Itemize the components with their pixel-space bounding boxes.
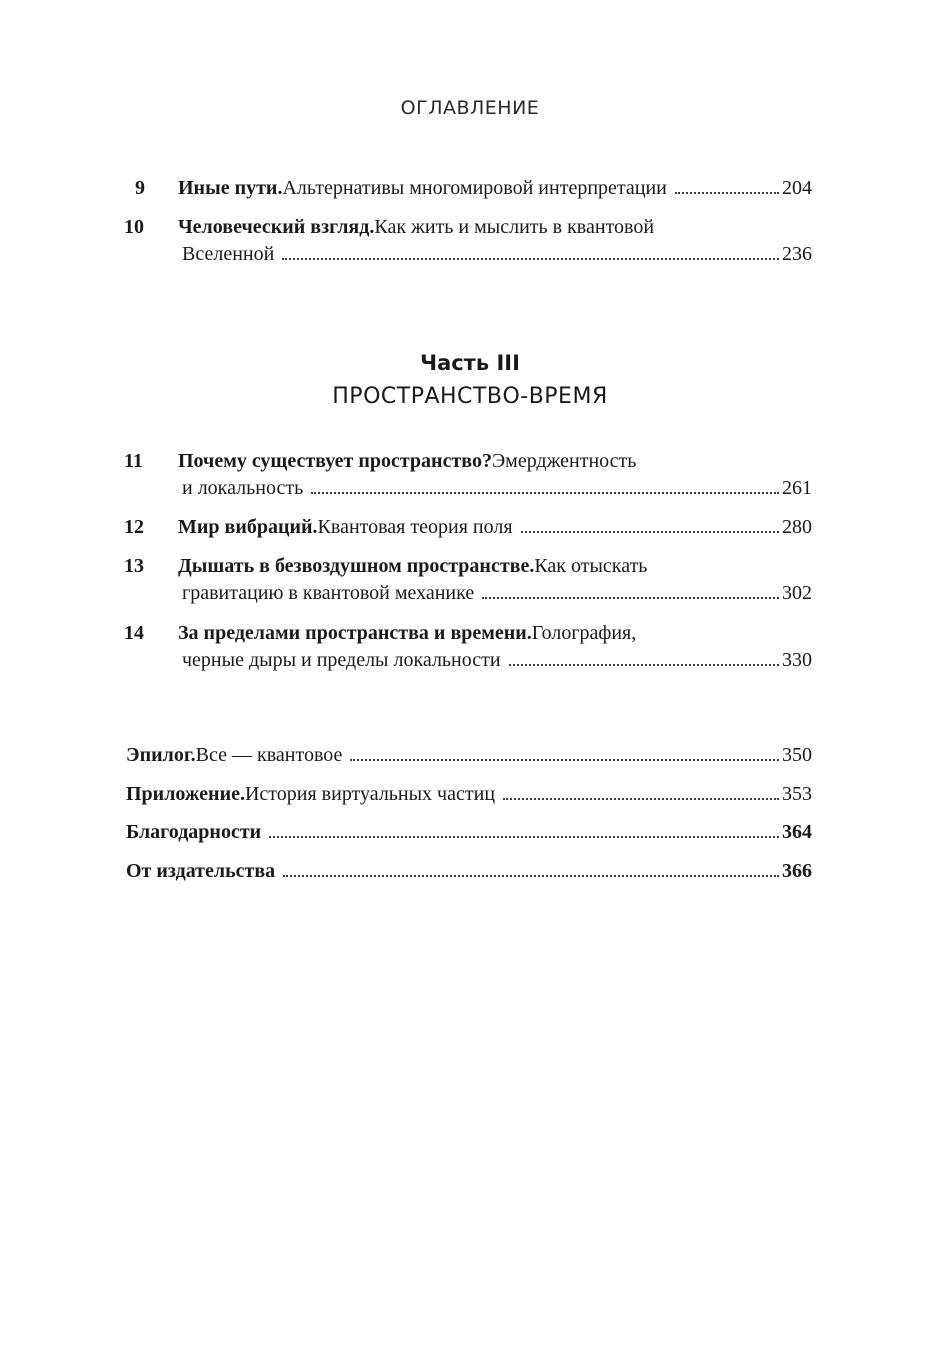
page-number: 353	[782, 783, 812, 805]
chapter-number: 9	[135, 177, 145, 199]
part-label: Часть III	[420, 351, 520, 375]
chapter-title: Иные пути.	[178, 177, 283, 199]
chapter-subtitle-cont: Вселенной	[182, 243, 275, 265]
toc-entry-epilogue[interactable]	[126, 741, 812, 769]
entry-title: Эпилог.	[126, 744, 196, 766]
chapter-subtitle-cont: черные дыры и пределы локальности	[182, 649, 501, 671]
page-number: 302	[782, 582, 812, 604]
chapter-number: 11	[124, 450, 143, 472]
page-number: 236	[782, 243, 812, 265]
chapter-subtitle: Как отыскать	[534, 555, 648, 577]
page-number: 330	[782, 649, 812, 671]
part-title: ПРОСТРАНСТВО-ВРЕМЯ	[332, 384, 608, 409]
entry-title: Приложение.	[126, 783, 245, 805]
chapter-subtitle: Как жить и мыслить в квантовой	[374, 216, 655, 238]
toc-entry-publisher[interactable]	[126, 857, 812, 885]
chapter-number: 10	[124, 216, 144, 238]
dot-leader	[482, 597, 779, 599]
dot-leader	[269, 836, 779, 838]
page-number: 350	[782, 744, 812, 766]
toc-entry-acknowledgements[interactable]	[126, 818, 812, 846]
entry-title: Благодарности	[126, 821, 262, 843]
page-number: 280	[782, 516, 812, 538]
toc-entry-appendix[interactable]	[126, 780, 812, 808]
chapter-title: Человеческий взгляд.	[178, 216, 375, 238]
entry-subtitle: История виртуальных частиц	[244, 783, 496, 805]
dot-leader	[509, 664, 779, 666]
dot-leader	[283, 875, 779, 877]
page-number: 364	[782, 821, 812, 843]
chapter-subtitle: Альтернативы многомировой интерпретации	[282, 177, 667, 199]
dot-leader	[282, 258, 779, 260]
chapter-subtitle: Квантовая теория поля	[317, 516, 513, 538]
running-head: ОГЛАВЛЕНИЕ	[400, 97, 540, 119]
chapter-number: 14	[124, 622, 144, 644]
dot-leader	[311, 492, 779, 494]
dot-leader	[503, 798, 779, 800]
entry-subtitle: Все — квантовое	[195, 744, 343, 766]
dot-leader	[521, 531, 779, 533]
chapter-subtitle: Эмерджентность	[491, 450, 637, 472]
page-number: 261	[782, 477, 812, 499]
page-number: 204	[782, 177, 812, 199]
chapter-subtitle-cont: гравитацию в квантовой механике	[182, 582, 475, 604]
page-number: 366	[782, 860, 812, 882]
chapter-title: За пределами пространства и времени.	[178, 622, 532, 644]
dot-leader	[675, 192, 779, 194]
chapter-number: 13	[124, 555, 144, 577]
dot-leader	[350, 759, 779, 761]
chapter-title: Мир вибраций.	[178, 516, 318, 538]
entry-title: От издательства	[126, 860, 276, 882]
chapter-title: Дышать в безвоздушном пространстве.	[178, 555, 535, 577]
chapter-subtitle: Голография,	[531, 622, 637, 644]
chapter-title: Почему существует пространство?	[178, 450, 492, 472]
chapter-number: 12	[124, 516, 144, 538]
chapter-subtitle-cont: и локальность	[182, 477, 304, 499]
